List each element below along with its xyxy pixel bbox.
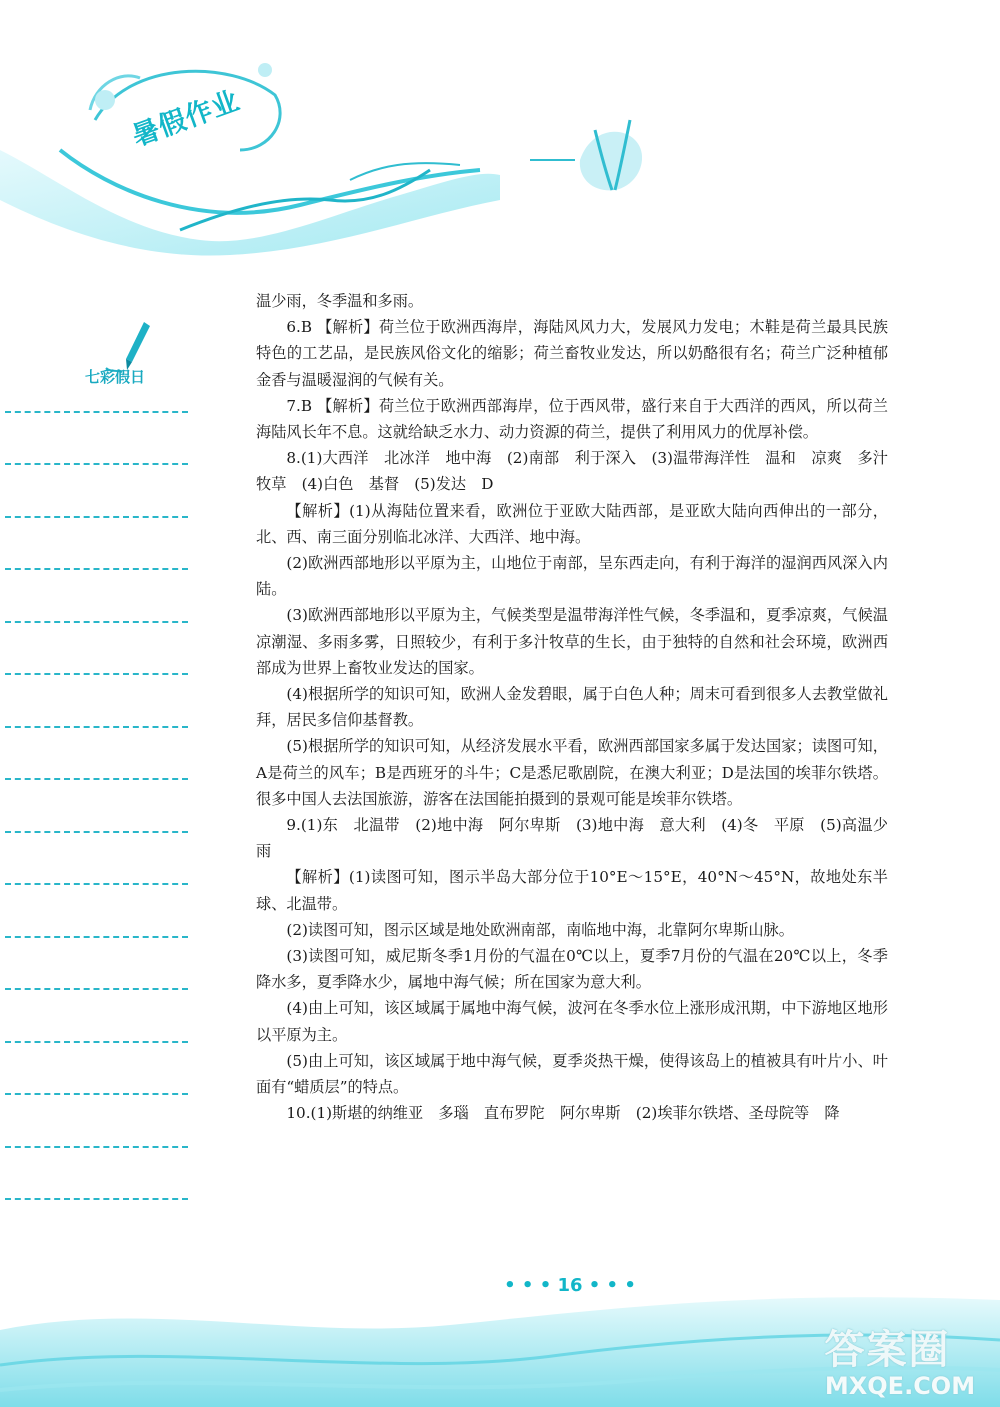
note-line	[5, 411, 188, 413]
paragraph: (4)由上可知，该区域属于属地中海气候，波河在冬季水位上涨形成汛期，中下游地区地形以平原为主。	[256, 999, 888, 1044]
paragraph: 9.(1)东 北温带 (2)地中海 阿尔卑斯 (3)地中海 意大利 (4)冬 平原 (5)高温少雨	[256, 816, 888, 861]
note-line	[5, 936, 188, 938]
note-line	[5, 883, 188, 885]
note-line	[5, 726, 188, 728]
note-line	[5, 1146, 188, 1148]
page-number: • • • 16 • • •	[504, 1275, 636, 1296]
note-line	[5, 516, 188, 518]
note-line	[5, 831, 188, 833]
paragraph: 【解析】(1)读图可知，图示半岛大部分位于10°E～15°E，40°N～45°N，故地处东半球、北温带。	[256, 868, 888, 913]
paragraph: (4)根据所学的知识可知，欧洲人金发碧眼，属于白色人种；周末可看到很多人去教堂做礼拜，居民多信仰基督教。	[256, 685, 888, 730]
paragraph: 10.(1)斯堪的纳维亚 多瑙 直布罗陀 阿尔卑斯 (2)埃菲尔铁塔、圣母院等 降	[286, 1104, 840, 1123]
note-line	[5, 568, 188, 570]
note-line	[5, 463, 188, 465]
note-line	[5, 1093, 188, 1095]
paragraph: (5)根据所学的知识可知，从经济发展水平看，欧洲西部国家多属于发达国家；读图可知，A是荷兰的风车；B是西班牙的斗牛；C是悉尼歌剧院，在澳大利亚；D是法国的埃菲尔铁塔。很多中国人去法国旅游，游客在法国能拍摄到的景观可能是埃菲尔铁塔。	[256, 737, 888, 808]
note-line	[5, 621, 188, 623]
note-line	[5, 778, 188, 780]
watermark-url: MXQE.COM	[824, 1372, 976, 1400]
paragraph: 7.B 【解析】荷兰位于欧洲西部海岸，位于西风带，盛行来自于大西洋的西风，所以荷兰海陆风长年不息。这就给缺乏水力、动力资源的荷兰，提供了利用风力的优厚补偿。	[256, 396, 888, 442]
paragraph: (3)读图可知，威尼斯冬季1月份的气温在0℃以上，夏季7月份的气温在20℃以上，冬季降水多，夏季降水少，属地中海气候；所在国家为意大利。	[256, 947, 888, 992]
paragraph: 温少雨，冬季温和多雨。	[256, 292, 424, 310]
header-title: 暑假作业	[128, 85, 245, 153]
watermark-logo: 答案圈	[824, 1327, 951, 1373]
paragraph: (2)读图可知，图示区域是地处欧洲南部，南临地中海，北靠阿尔卑斯山脉。	[286, 920, 794, 939]
note-line	[5, 988, 188, 990]
paragraph: (3)欧洲西部地形以平原为主，气候类型是温带海洋性气候，冬季温和，夏季凉爽，气候温凉潮湿、多雨多雾，日照较少，有利于多汁牧草的生长，由于独特的自然和社会环境，欧洲西部成为世界上畜牧业发达的国家。	[256, 606, 888, 677]
answer-content	[256, 288, 888, 1127]
note-line	[5, 1041, 188, 1043]
paragraph: (2)欧洲西部地形以平原为主，山地位于南部，呈东西走向，有利于海洋的湿润西风深入内陆。	[256, 554, 888, 599]
paragraph: 6.B 【解析】荷兰位于欧洲西海岸，海陆风风力大，发展风力发电；木鞋是荷兰最具民族特色的工艺品，是民族风俗文化的缩影；荷兰畜牧业发达，所以奶酪很有名；荷兰广泛种植郁金香与温暖湿润的气候有关。	[256, 318, 888, 389]
paragraph: (5)由上可知，该区域属于地中海气候，夏季炎热干燥，使得该岛上的植被具有叶片小、叶面有“蜡质层”的特点。	[256, 1051, 888, 1097]
paragraph: 8.(1)大西洋 北冰洋 地中海 (2)南部 利于深入 (3)温带海洋性 温和 凉爽 多汁牧草 (4)白色 基督 (5)发达 D	[256, 449, 888, 494]
note-line	[5, 1198, 188, 1200]
paragraph: 【解析】(1)从海陆位置来看，欧洲位于亚欧大陆西部，是亚欧大陆向西伸出的一部分，北、西、南三面分别临北冰洋、大西洋、地中海。	[256, 501, 888, 546]
note-line	[5, 673, 188, 675]
sidebar-label: 七彩假日	[84, 368, 145, 386]
